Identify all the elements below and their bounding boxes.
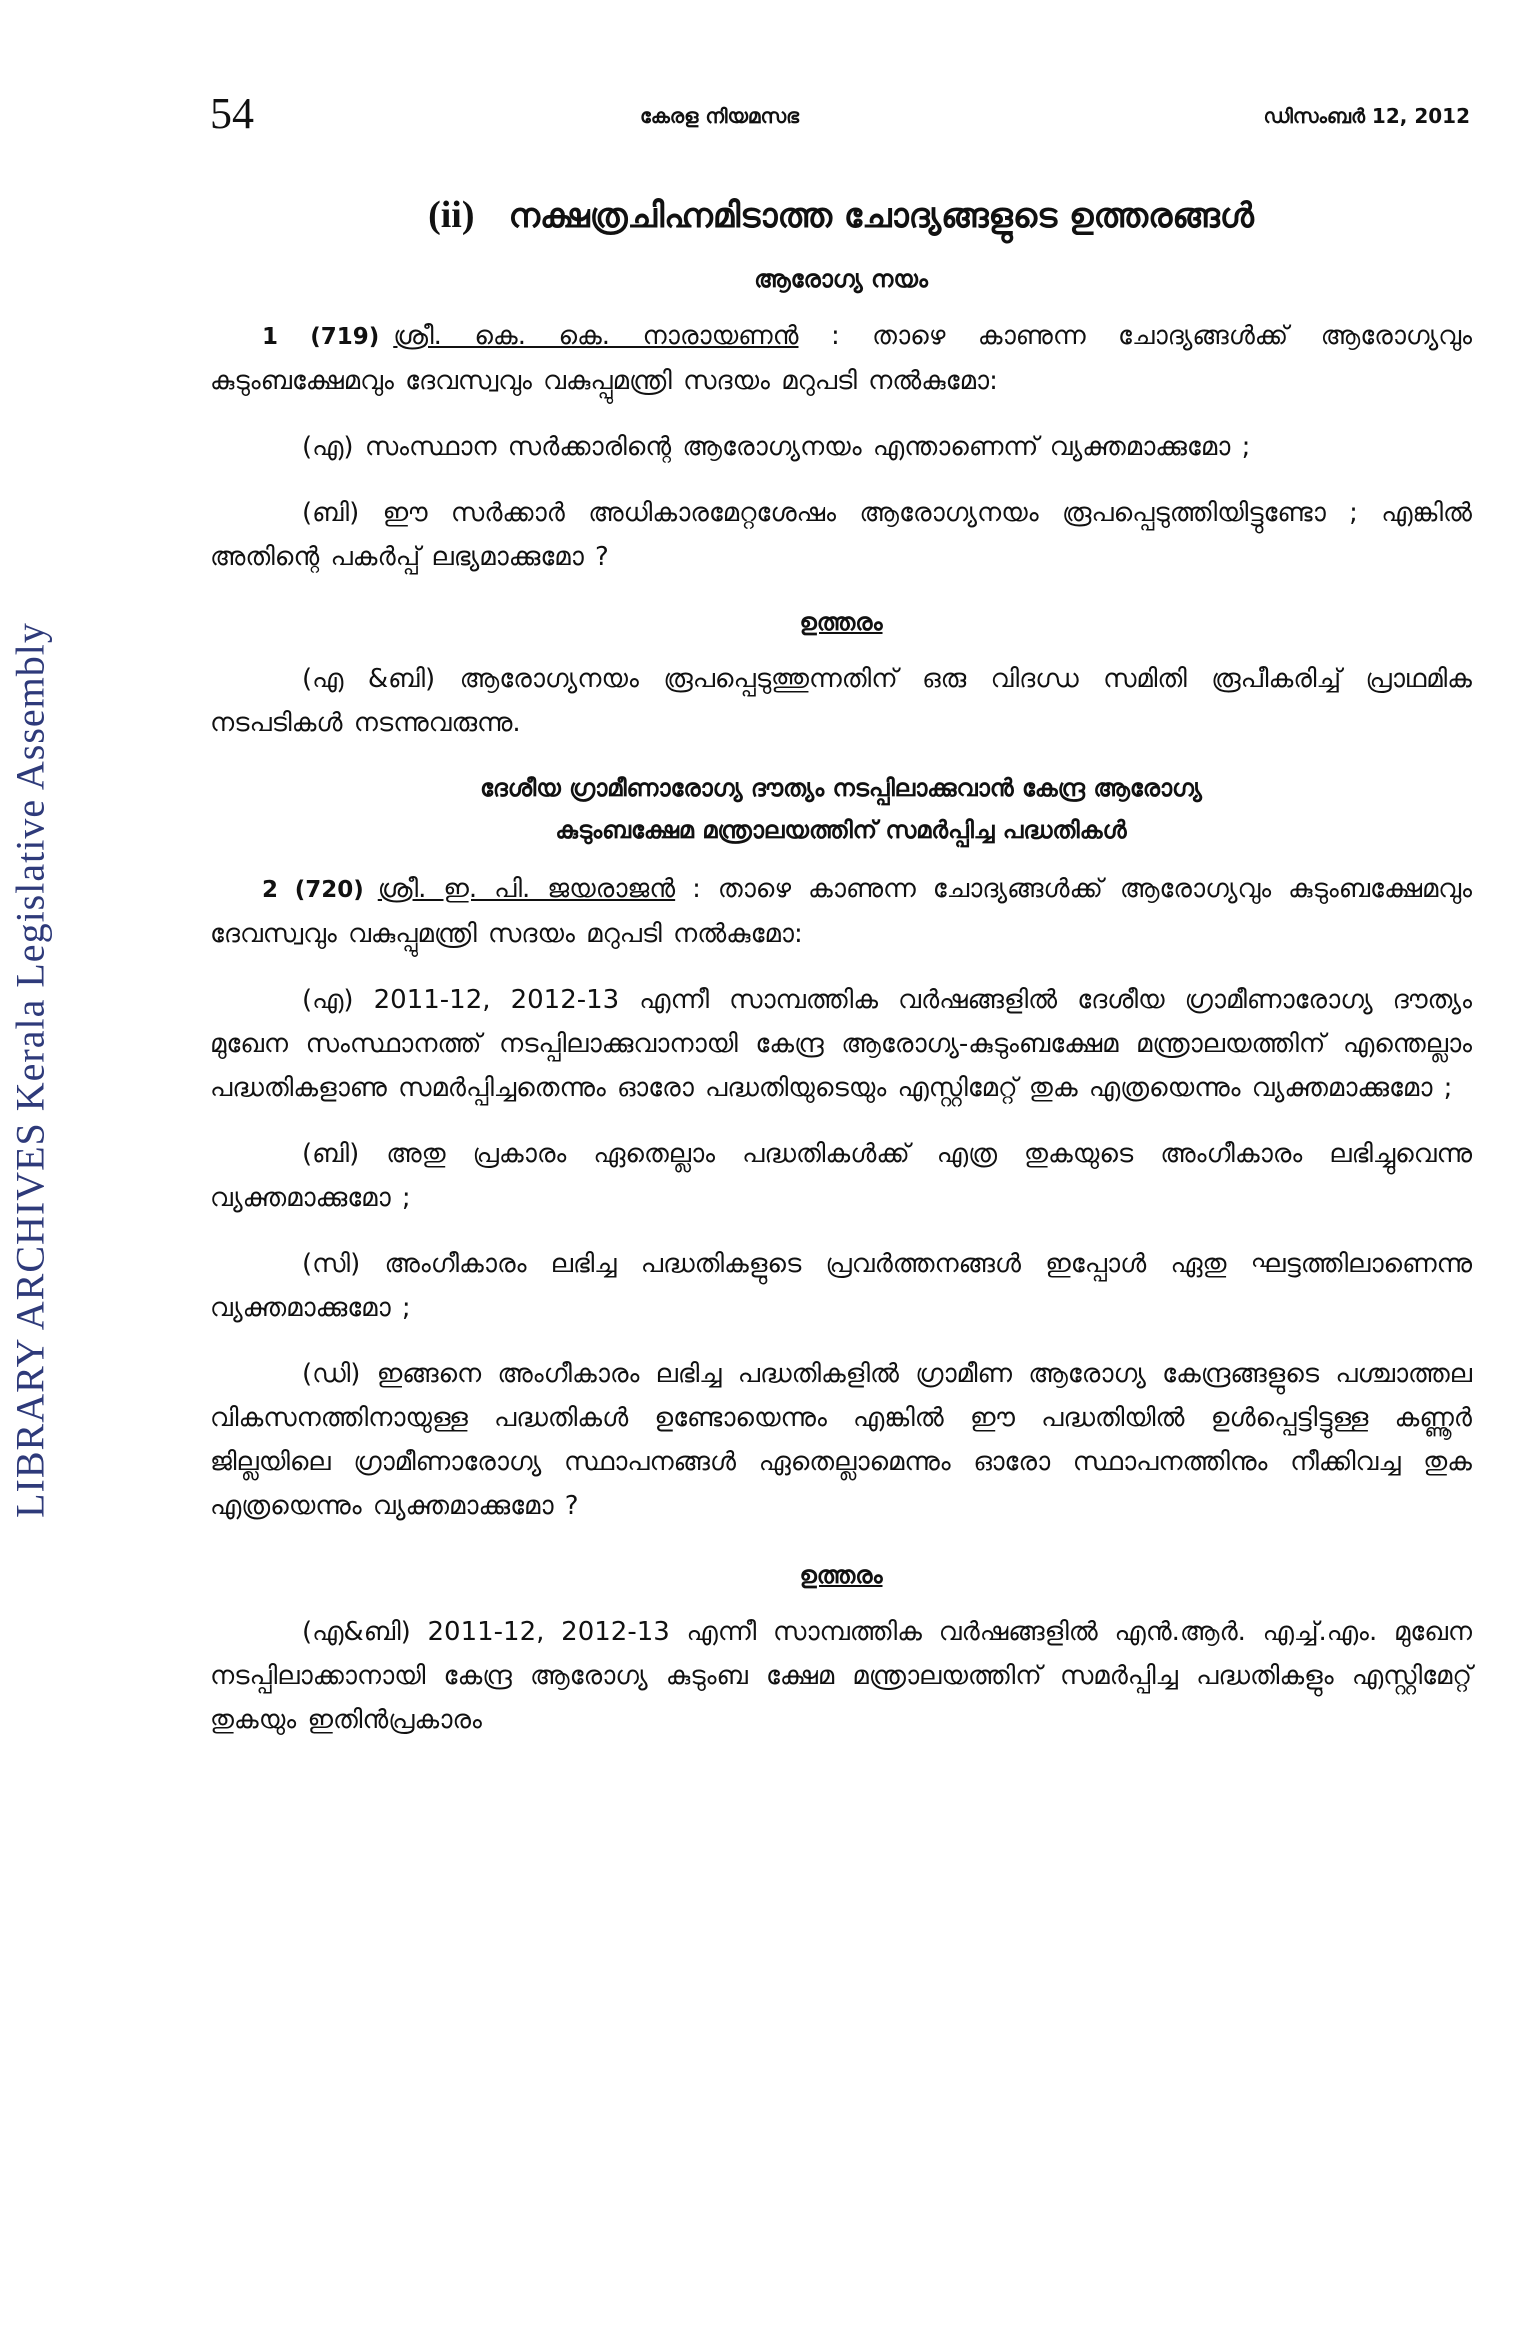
answer-2-heading — [210, 1554, 1472, 1596]
question-2-heading-line-2: കുടുംബക്ഷേമ മന്ത്രാലയത്തിന് സമർപ്പിച്ച പദ്ധതികൾ — [555, 816, 1127, 844]
section-title — [210, 185, 1472, 246]
question-2-part-a: (എ) 2011-12, 2012-13 എന്നീ സാമ്പത്തിക വർഷങ്ങളിൽ ദേശീയ ഗ്രാമീണാരോഗ്യ ദൗത്യം മുഖേന സംസ്ഥാനത്ത് നടപ്പിലാക്കുവാനായി കേന്ദ്ര ആരോഗ്യ-കുടുംബക്ഷേമ മന്ത്രാലയത്തിന് എന്തെല്ലാം പദ്ധതികളാണു സമർപ്പിച്ചതെന്നും ഓരോ പദ്ധതിയുടെയും എസ്റ്റിമേറ്റ് തുക എത്രയെന്നും വ്യക്തമാക്കുമോ ; — [210, 985, 1472, 1103]
question-1-number: 1 (719) — [262, 324, 380, 350]
question-1-intro-text: : താഴെ കാണുന്ന ചോദ്യങ്ങൾക്ക് ആരോഗ്യവും കുടുംബക്ഷേമവും ദേവസ്വവും വകുപ്പുമന്ത്രി സദയം മറുപടി നൽകുമോ: — [210, 321, 1473, 396]
header-date: ഡിസംബർ 12, 2012 — [1263, 104, 1470, 128]
question-2-part-d: (ഡി) ഇങ്ങനെ അംഗീകാരം ലഭിച്ച പദ്ധതികളിൽ ഗ്രാമീണ ആരോഗ്യ കേന്ദ്രങ്ങളുടെ പശ്ചാത്തല വികസനത്തിനായുള്ള പദ്ധതികൾ ഉണ്ടോയെന്നും എങ്കിൽ ഈ പദ്ധതിയിൽ ഉൾപ്പെട്ടിട്ടുള്ള കണ്ണൂർ ജില്ലയിലെ ഗ്രാമീണാരോഗ്യ സ്ഥാപനങ്ങൾ ഏതെല്ലാമെന്നും ഓരോ സ്ഥാപനത്തിനും നീക്കിവച്ച തുക എത്രയെന്നും വ്യക്തമാക്കുമോ ? — [210, 1359, 1472, 1521]
question-1-part-b: (ബി) ഈ സർക്കാർ അധികാരമേറ്റശേഷം ആരോഗ്യനയം രൂപപ്പെടുത്തിയിട്ടുണ്ടോ ; എങ്കിൽ അതിന്റെ പകർപ്പ് ലഭ്യമാക്കുമോ ? — [210, 498, 1472, 572]
section-title-text: നക്ഷത്രചിഹ്നമിടാത്ത ചോദ്യങ്ങളുടെ ഉത്തരങ്ങൾ — [508, 196, 1254, 236]
question-2-part-b: (ബി) അതു പ്രകാരം ഏതെല്ലാം പദ്ധതികൾക്ക് എത്ര തുകയുടെ അംഗീകാരം ലഭിച്ചുവെന്നു വ്യക്തമാക്കുമോ ; — [210, 1139, 1472, 1213]
question-1-member: ശ്രീ. കെ. കെ. നാരായണൻ — [393, 321, 799, 351]
answer-1-heading-text: ഉത്തരം — [799, 608, 883, 636]
watermark-text: LIBRARY ARCHIVES Kerala Legislative Assembly — [7, 622, 53, 1518]
page-number: 54 — [210, 89, 254, 138]
question-1-part-a: (എ) സംസ്ഥാന സർക്കാരിന്റെ ആരോഗ്യനയം എന്താണെന്ന് വ്യക്തമാക്കുമോ ; — [302, 432, 1251, 462]
question-2-number: 2 (720) — [262, 877, 364, 903]
question-2-heading-line-1: ദേശീയ ഗ്രാമീണാരോഗ്യ ദൗത്യം നടപ്പിലാക്കുവാൻ കേന്ദ്ര ആരോഗ്യ — [480, 774, 1202, 802]
answer-1-text: (എ &ബി) ആരോഗ്യനയം രൂപപ്പെടുത്തുന്നതിന് ഒരു വിദഗ്ധ സമിതി രൂപീകരിച്ച് പ്രാഥമിക നടപടികൾ നടന്നുവരുന്നു. — [210, 664, 1472, 738]
question-2-intro — [210, 867, 1472, 956]
answer-1-heading — [210, 601, 1472, 643]
question-2-member: ശ്രീ. ഇ. പി. ജയരാജൻ — [377, 874, 676, 904]
answer-2-text: (എ&ബി) 2011-12, 2012-13 എന്നീ സാമ്പത്തിക വർഷങ്ങളിൽ എൻ.ആർ. എച്ച്.എം. മുഖേന നടപ്പിലാക്കാനായി കേന്ദ്ര ആരോഗ്യ കുടുംബ ക്ഷേമ മന്ത്രാലയത്തിന് സമർപ്പിച്ച പദ്ധതികളും എസ്റ്റിമേറ്റ് തുകയും ഇതിൻപ്രകാരം — [210, 1617, 1472, 1735]
question-1-intro — [210, 314, 1472, 403]
archive-watermark — [0, 0, 60, 2348]
answer-2-heading-text: ഉത്തരം — [799, 1561, 883, 1589]
question-2-part-c: (സി) അംഗീകാരം ലഭിച്ച പദ്ധതികളുടെ പ്രവർത്തനങ്ങൾ ഇപ്പോൾ ഏതു ഘട്ടത്തിലാണെന്നു വ്യക്തമാക്കുമോ ; — [210, 1249, 1472, 1323]
section-number: (ii) — [428, 194, 475, 236]
question-1-heading: ആരോഗ്യ നയം — [754, 265, 928, 293]
page-content — [210, 185, 1472, 1742]
page-header — [210, 88, 1470, 148]
question-2-intro-text: : താഴെ കാണുന്ന ചോദ്യങ്ങൾക്ക് ആരോഗ്യവും കുടുംബക്ഷേമവും ദേവസ്വവും വകുപ്പുമന്ത്രി സദയം മറുപടി നൽകുമോ: — [210, 874, 1473, 949]
running-title: കേരള നിയമസഭ — [640, 104, 799, 128]
